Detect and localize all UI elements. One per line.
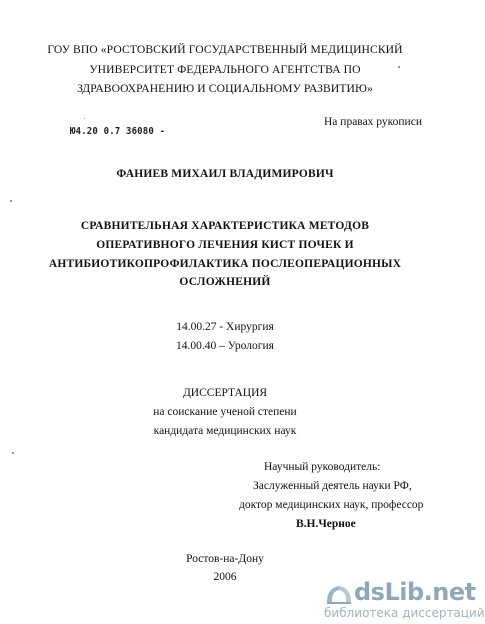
title-line-1: СРАВНИТЕЛЬНАЯ ХАРАКТЕРИСТИКА МЕТОДОВ — [80, 220, 370, 232]
specialty-urology: 14.00.40 – Урология — [176, 340, 274, 352]
title-line-3: АНТИБИОТИКОПРОФИЛАКТИКА ПОСЛЕОПЕРАЦИОННЫХ — [48, 258, 402, 270]
dslib-watermark — [324, 578, 485, 622]
supervisor-heading: Научный руководитель: — [264, 461, 381, 473]
scan-speck — [398, 66, 400, 68]
title-line-4: ОСЛОЖНЕНИЙ — [179, 276, 271, 288]
rights-note: На правах рукописи — [324, 116, 422, 128]
specialty-surgery: 14.00.27 - Хирургия — [176, 321, 274, 333]
scan-speck — [10, 200, 12, 202]
watermark-tagline: библиотека диссертаций — [324, 606, 485, 620]
scan-speck — [12, 452, 14, 454]
degree-line-2: кандидата медицинских наук — [153, 425, 297, 437]
watermark-brand: dsLib.net — [354, 578, 476, 606]
institution-line-2: УНИВЕРСИТЕТ ФЕДЕРАЛЬНОГО АГЕНТСТВА ПО — [89, 63, 361, 76]
supervisor-name: В.Н.Черное — [296, 518, 356, 530]
supervisor-title-2: доктор медицинских наук, профессор — [239, 499, 424, 511]
institution-line-1: ГОУ ВПО «РОСТОВСКИЙ ГОСУДАРСТВЕННЫЙ МЕДИЦИНСКИЙ — [47, 43, 403, 56]
year: 2006 — [213, 571, 237, 583]
scan-speck — [84, 118, 85, 119]
institution-line-3: ЗДРАВООХРАНЕНИЮ И СОЦИАЛЬНОМУ РАЗВИТИЮ» — [77, 82, 373, 95]
degree-line-1: на соискание ученой степени — [153, 406, 297, 418]
author-name: ФАНИЕВ МИХАИЛ ВЛАДИМИРОВИЧ — [116, 168, 334, 180]
library-stamp: Ю4.20 0.7 36080 - — [70, 126, 166, 137]
dissertation-label: ДИССЕРТАЦИЯ — [182, 387, 268, 399]
city: Ростов-на-Дону — [186, 553, 264, 565]
dslib-logo-icon — [324, 580, 354, 606]
title-line-2: ОПЕРАТИВНОГО ЛЕЧЕНИЯ КИСТ ПОЧЕК И — [96, 239, 354, 251]
supervisor-title-1: Заслуженный деятель науки РФ, — [253, 480, 412, 492]
